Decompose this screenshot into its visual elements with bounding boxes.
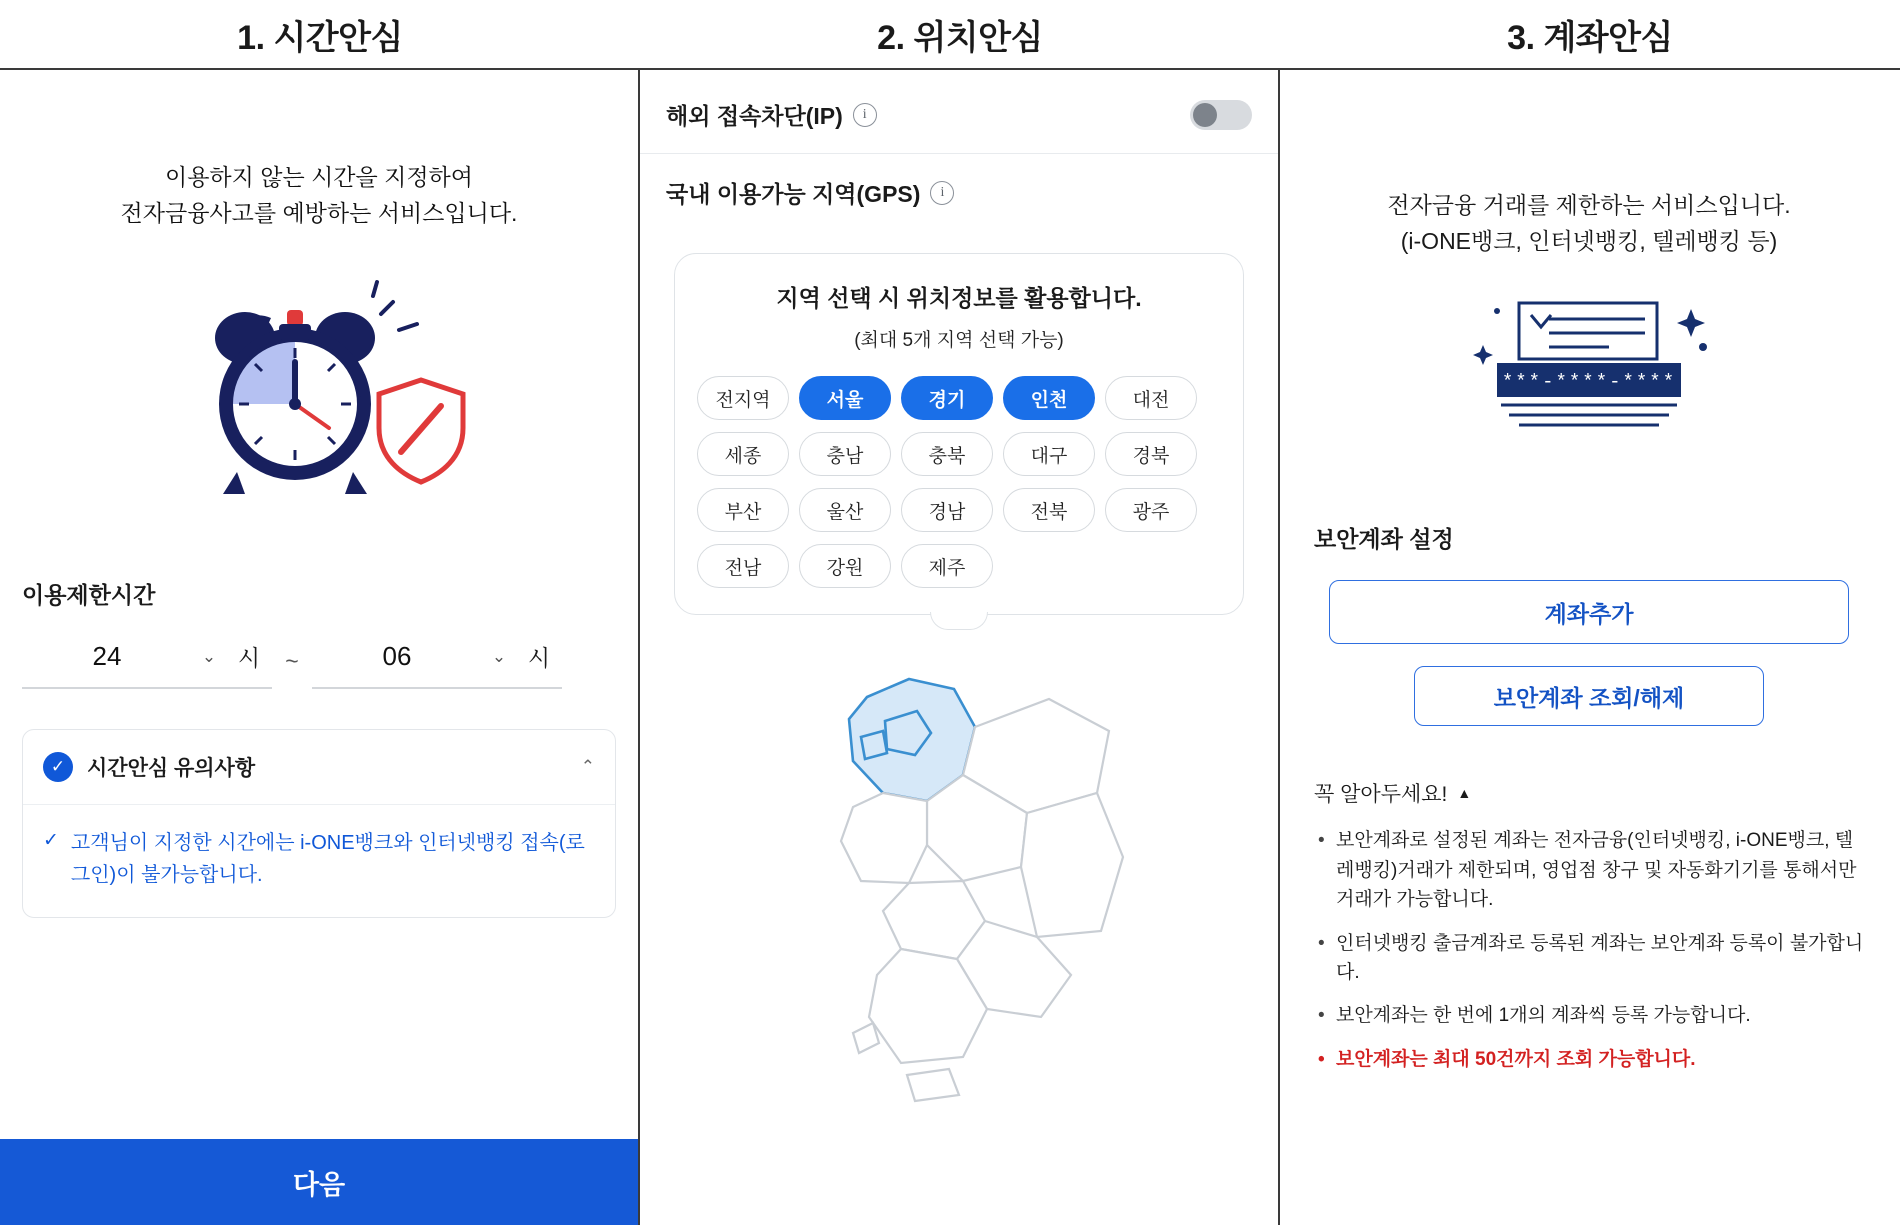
masked-account-number: ***-****-**** — [1501, 371, 1677, 394]
overseas-ip-block-label: 해외 접속차단(IP) — [666, 103, 843, 129]
must-know-bullet-list — [1314, 826, 1868, 1074]
account-safe-desc-line1: 전자금융 거래를 제한하는 서비스입니다. — [1387, 192, 1791, 218]
time-safe-desc-line1: 이용하지 않는 시간을 지정하여 — [164, 164, 473, 190]
panel-time-safe — [0, 70, 640, 1225]
account-safe-description — [1280, 188, 1898, 259]
next-button[interactable]: 다음 — [0, 1139, 638, 1225]
info-icon[interactable]: i — [930, 181, 954, 205]
region-chip[interactable]: 경북 — [1105, 432, 1197, 476]
region-chip[interactable]: 서울 — [799, 376, 891, 420]
region-chip[interactable]: 부산 — [697, 488, 789, 532]
region-chip[interactable]: 전지역 — [697, 376, 789, 420]
time-safe-notice-card — [22, 729, 616, 918]
list-item: • 보안계좌로 설정된 계좌는 전자금융(인터넷뱅킹, i-ONE뱅크, 텔레뱅킹)거래가 제한되며, 영업점 창구 및 자동화기기를 통해서만 거래가 가능합니다. — [1314, 826, 1868, 914]
account-safe-desc-line2: (i-ONE뱅크, 인터넷뱅킹, 텔레뱅킹 등) — [1400, 227, 1778, 254]
start-time-value: 24 — [92, 641, 122, 672]
must-know-label: 꼭 알아두세요! — [1314, 783, 1448, 807]
bankbook-card-icon — [1280, 285, 1898, 455]
region-bubble-subtitle: (최대 5개 지역 선택 가능) — [854, 330, 1064, 351]
bubble-tail — [930, 612, 988, 630]
gps-region-label: 국내 이용가능 지역(GPS) — [666, 181, 921, 207]
add-account-button[interactable]: 계좌추가 — [1329, 580, 1849, 644]
time-safe-description — [0, 160, 638, 231]
region-chip[interactable]: 인천 — [1003, 376, 1095, 420]
title-time-safe: 1. 시간안심 — [237, 18, 403, 57]
lookup-release-account-button[interactable]: 보안계좌 조회/해제 — [1414, 666, 1764, 726]
list-item: • 보안계좌는 최대 50건까지 조회 가능합니다. — [1314, 1045, 1868, 1074]
region-chip[interactable]: 충북 — [901, 432, 993, 476]
toggle-knob — [1193, 103, 1217, 127]
region-chip[interactable]: 대구 — [1003, 432, 1095, 476]
info-icon[interactable]: i — [853, 103, 877, 127]
must-know-header[interactable] — [1314, 778, 1898, 808]
region-selector-bubble — [674, 253, 1244, 615]
notice-text: 고객님이 지정한 시간에는 i-ONE뱅크와 인터넷뱅킹 접속(로그인)이 불가능합니다. — [70, 832, 585, 887]
time-range-separator: ~ — [285, 648, 299, 675]
notice-body — [23, 804, 615, 917]
region-chip[interactable]: 충남 — [799, 432, 891, 476]
start-time-unit: 시 — [237, 645, 261, 672]
end-time-select[interactable] — [312, 640, 562, 689]
list-item: • 보안계좌는 한 번에 1개의 계좌씩 등록 가능합니다. — [1314, 1001, 1868, 1030]
chevron-down-icon[interactable]: ⌄ — [201, 646, 217, 666]
start-time-select[interactable] — [22, 640, 272, 689]
region-chip[interactable]: 대전 — [1105, 376, 1197, 420]
region-chip[interactable]: 강원 — [799, 544, 891, 588]
chevron-up-icon[interactable]: ⌃ — [580, 757, 595, 777]
end-time-value: 06 — [382, 641, 412, 672]
region-chip[interactable]: 경남 — [901, 488, 993, 532]
region-chip[interactable]: 제주 — [901, 544, 993, 588]
notice-header[interactable] — [23, 730, 615, 804]
check-circle-icon: ✓ — [43, 752, 73, 782]
title-account-safe: 3. 계좌안심 — [1507, 18, 1673, 57]
time-safe-desc-line2: 전자금융사고를 예방하는 서비스입니다. — [120, 199, 518, 226]
overseas-ip-toggle[interactable] — [1190, 100, 1252, 130]
region-chip[interactable]: 세종 — [697, 432, 789, 476]
region-chip-list — [693, 376, 1225, 588]
panel-titles — [0, 0, 1900, 68]
list-item: • 인터넷뱅킹 출금계좌로 등록된 계좌는 보안계좌 등록이 불가합니다. — [1314, 929, 1868, 988]
panel-account-safe — [1280, 70, 1898, 1225]
alarm-clock-shield-icon — [0, 271, 638, 521]
limit-time-label: 이용제한시간 — [22, 582, 156, 609]
region-chip[interactable]: 광주 — [1105, 488, 1197, 532]
region-chip[interactable]: 경기 — [901, 376, 993, 420]
panels-row — [0, 68, 1900, 1225]
time-range-row — [0, 640, 638, 689]
caret-up-icon[interactable]: ▲ — [1457, 785, 1472, 802]
panel-location-safe — [640, 70, 1280, 1225]
korea-map-icon — [640, 645, 1278, 1115]
security-account-setting-title: 보안계좌 설정 — [1314, 526, 1454, 553]
region-chip[interactable]: 울산 — [799, 488, 891, 532]
region-bubble-title: 지역 선택 시 위치정보를 활용합니다. — [776, 285, 1142, 311]
region-chip[interactable]: 전북 — [1003, 488, 1095, 532]
gps-region-row — [640, 154, 1278, 227]
title-location-safe: 2. 위치안심 — [877, 18, 1043, 57]
chevron-down-icon[interactable]: ⌄ — [491, 646, 507, 666]
notice-title: 시간안심 유의사항 — [87, 757, 256, 781]
check-icon: ✓ — [43, 830, 59, 852]
end-time-unit: 시 — [527, 645, 551, 672]
overseas-ip-block-row[interactable] — [640, 70, 1278, 154]
region-chip[interactable]: 전남 — [697, 544, 789, 588]
